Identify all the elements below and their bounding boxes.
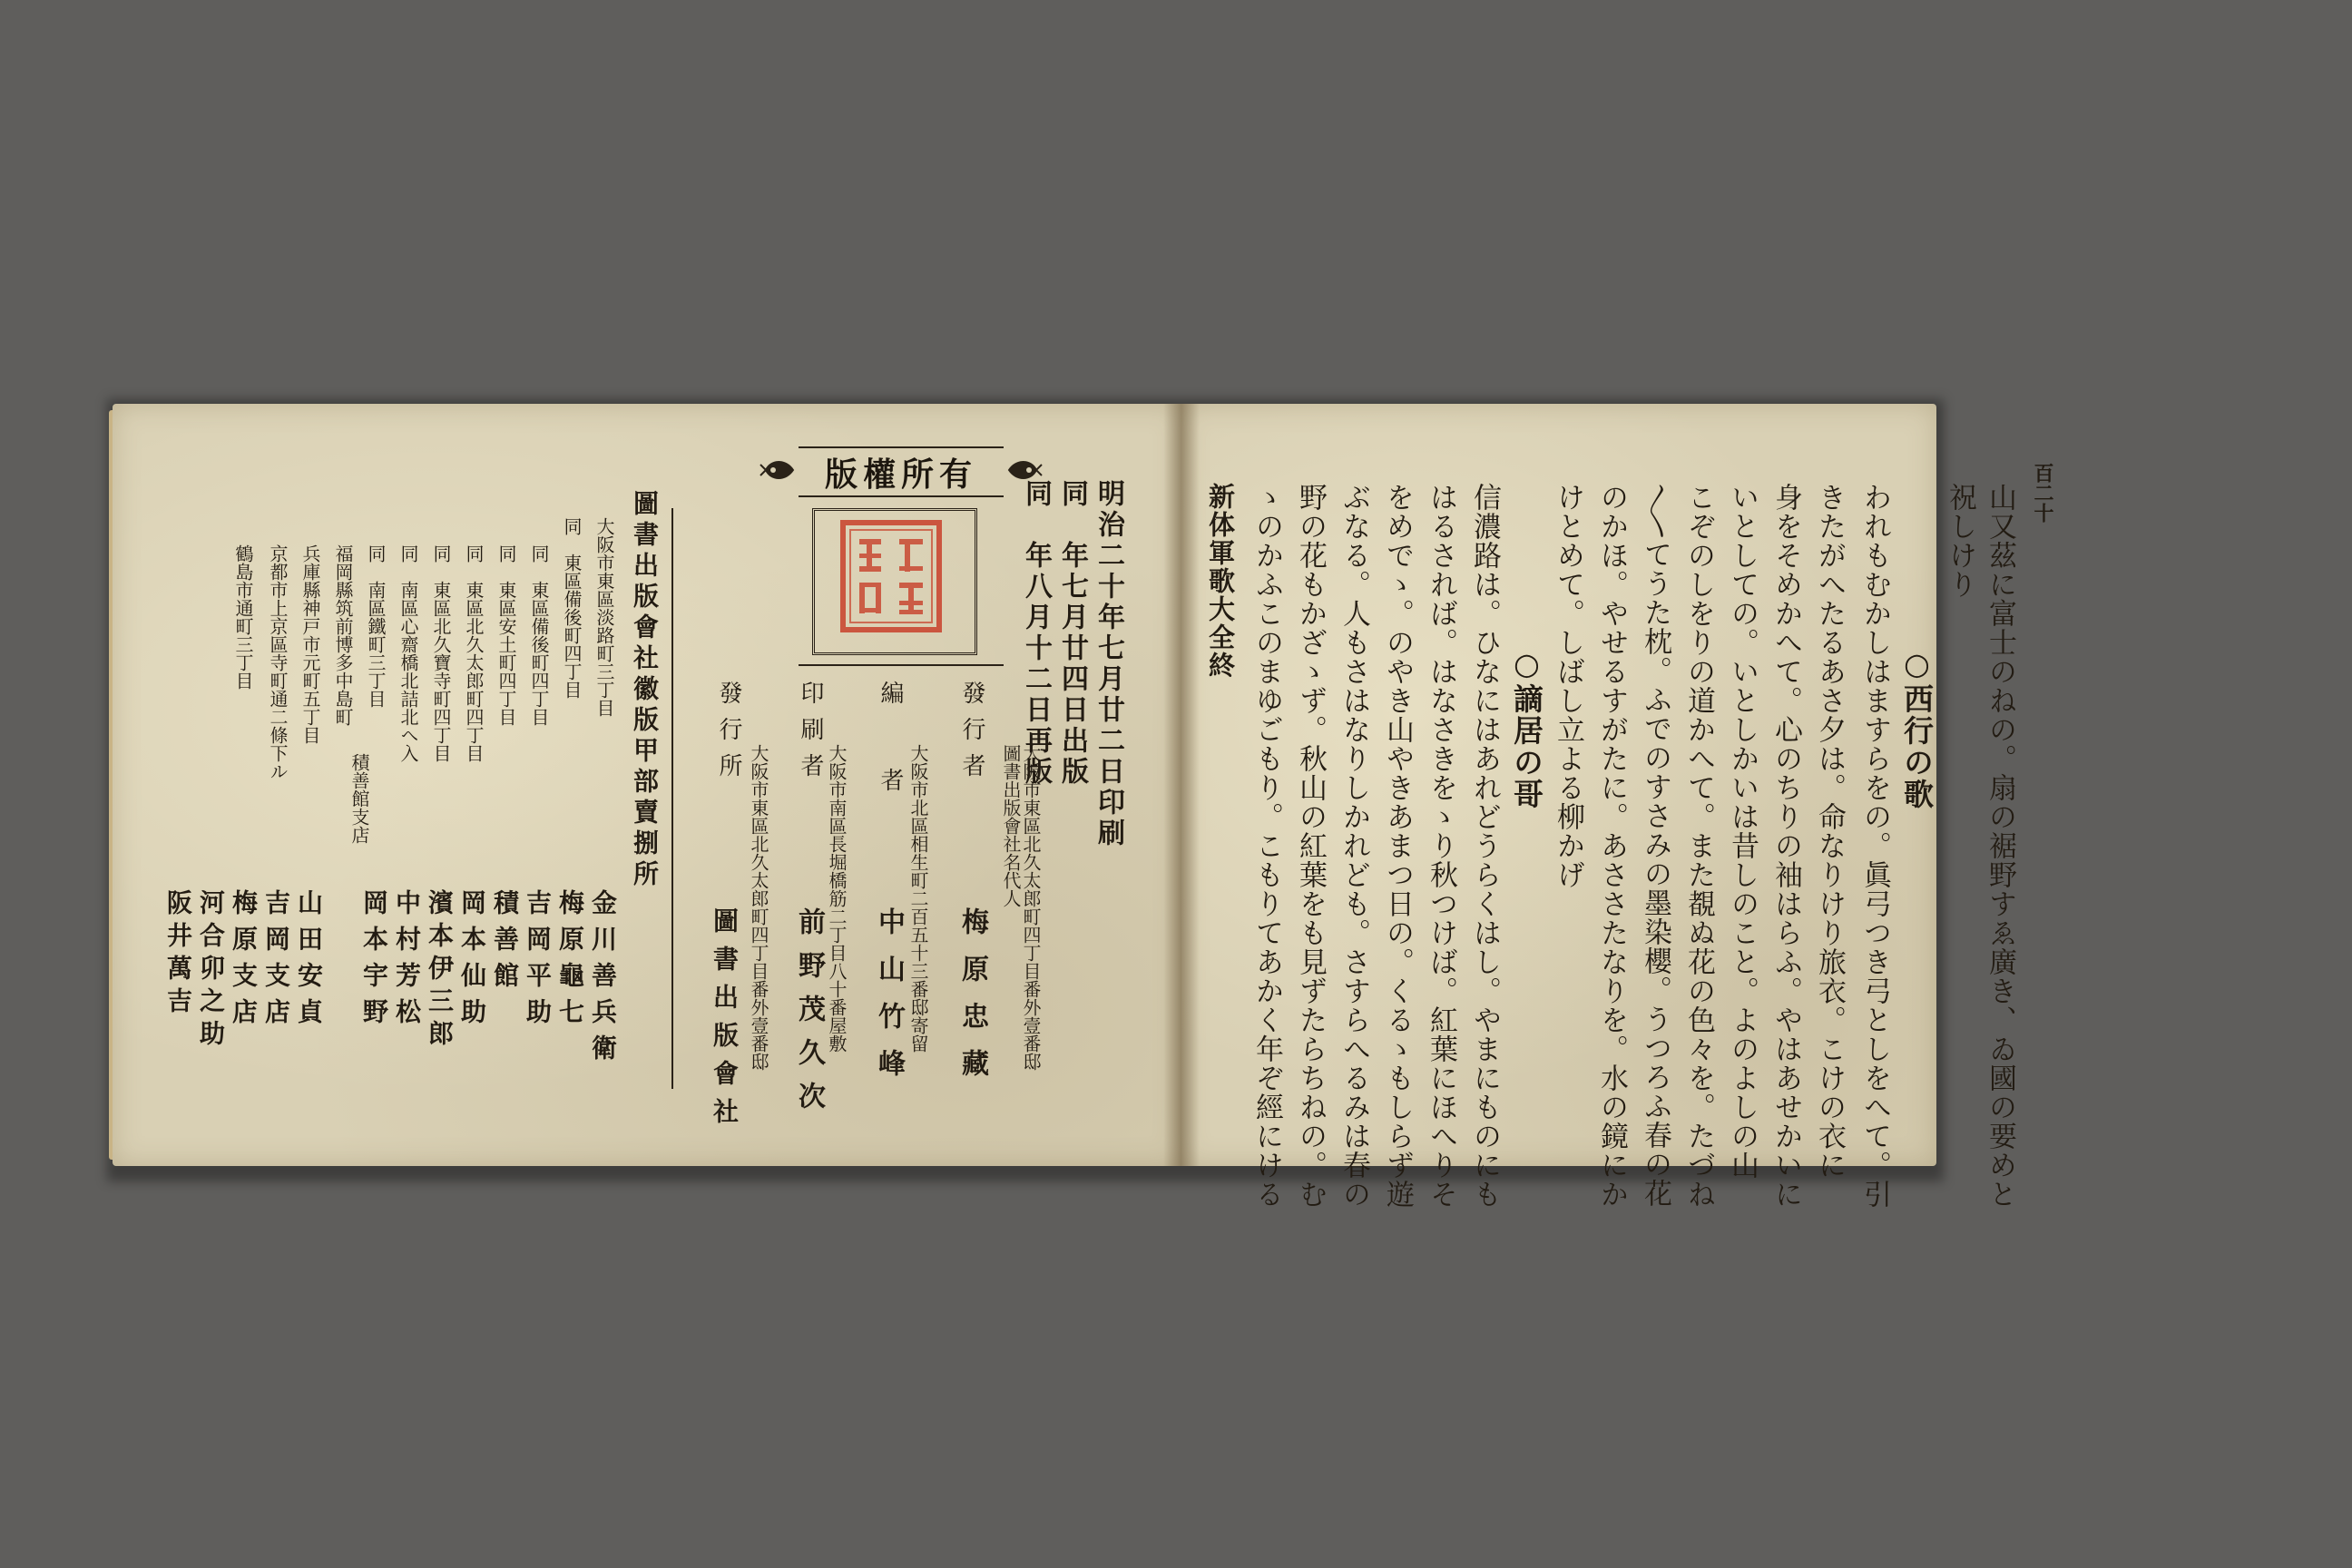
seller-name: 濱本伊三郎 [425, 889, 455, 1053]
sellers-heading: 圖書出版會社徽版甲部賣捌所 [630, 490, 660, 891]
sellers-rule [671, 508, 673, 1089]
publisher-role: 發行所 [715, 681, 742, 789]
text-column: はるされば。はなさきをゝり秋つけば。紅葉にほへりそ [1425, 483, 1457, 1209]
text-column: 祝しけり [1944, 483, 1976, 599]
editor-name: 中山竹峰 [873, 907, 905, 1096]
reprint-date: 同 年八月十二日再版 [1020, 479, 1052, 788]
text-column: のかほ。やせるすがたに。あささたなりを。水の鏡にか [1595, 483, 1628, 1209]
text-column: ゝのかふこのまゆごもり。こもりてあかく年ぞ經にける [1250, 483, 1283, 1209]
editor-role: 編者 [877, 681, 904, 855]
seller-name: 積善館支店 [348, 753, 370, 844]
seller-address: 同 東區備後町四丁目 [528, 544, 550, 726]
page-number: 百二十 [2031, 463, 2054, 523]
seller-name: 河合卯之助 [196, 889, 226, 1053]
text-column: いとしての。いとしかいは昔しのこと。よのよしの山 [1726, 483, 1759, 1180]
copyright-text: 版權所有 [824, 455, 977, 494]
text-column: けとめて。しばし立よる柳かげ [1552, 483, 1584, 889]
seller-address: 同 東區備後町四丁目 [561, 517, 583, 699]
seller-name: 梅原龜七 [555, 889, 585, 1034]
seller-address: 福岡縣筑前博多中島町 [332, 544, 354, 726]
publish-date: 同 年七月廿四日出版 [1056, 479, 1088, 788]
text-column: こぞのしをりの道かへて。また覩ぬ花の色々を。たづね [1682, 483, 1715, 1209]
copyright-banner [799, 446, 1004, 497]
printer-role: 印刷者 [797, 681, 824, 789]
section-heading: ○西行の歌 [1899, 646, 1935, 810]
text-column: ぶなる。人もさはなりしかれども。さすらへるみは春の [1338, 483, 1370, 1209]
seller-name: 山田安貞 [294, 889, 324, 1034]
seller-address: 兵庫縣神戸市元町五丁目 [299, 544, 321, 744]
issuer-name: 梅原忠藏 [956, 907, 988, 1096]
red-seal-stamp [823, 514, 959, 644]
issuer-role: 發行者 [958, 681, 985, 789]
printer-name: 前野茂久次 [793, 907, 825, 1125]
publisher-name: 圖書出版會社 [710, 907, 740, 1136]
seller-name: 中村芳松 [392, 889, 422, 1034]
seller-name: 阪井萬吉 [163, 889, 193, 1020]
seller-name: 吉岡平助 [523, 889, 553, 1034]
publisher-address: 大阪市東區北久太郎町四丁目番外壹番邸 [748, 744, 769, 1071]
seller-name: 金川善兵衛 [588, 889, 618, 1071]
seller-name: 岡本仙助 [457, 889, 487, 1034]
book-gutter [1163, 404, 1200, 1166]
text-column: 身をそめかへて。心のちりの袖はらふ。やはあせかいに [1769, 483, 1802, 1209]
text-column: 野の花もかざゝず。秋山の紅葉をも見ずたらちねの。む [1294, 483, 1327, 1209]
issuer-company: 圖書出版會社名代人 [1000, 744, 1022, 907]
seller-address: 同 東區北久寶寺町四丁目 [430, 544, 452, 762]
section-heading: ○謫居の哥 [1509, 646, 1544, 810]
seller-address: 同 南區心齋橋北詰北へ入 [397, 544, 419, 762]
printer-address: 大阪市南區長堀橋筋二丁目八十番屋敷 [826, 744, 848, 1053]
seller-name: 積善館 [490, 889, 520, 998]
text-column: 〳〵てうた枕。ふでのすさみの墨染櫻。うつろふ春の花 [1639, 483, 1671, 1208]
text-column: 山又茲に富士のねの。扇の裾野すゑ廣き、ゐ國の要めと [1984, 483, 2016, 1209]
seal-underline [799, 664, 1004, 666]
seller-address: 鶴島市通町三丁目 [232, 544, 254, 690]
seller-address: 大阪市東區淡路町三丁目 [593, 517, 615, 717]
text-column: われもむかしはますらをの。眞弓つき弓としをへて。引 [1858, 483, 1891, 1209]
ornament-left-icon [759, 452, 795, 488]
issuer-address: 大阪市東區北久太郎町四丁目番外壹番邸 [1020, 744, 1042, 1071]
seller-address: 同 東區北久太郎町四丁目 [463, 544, 485, 762]
seller-name: 岡本宇野 [359, 889, 389, 1034]
text-column: をめでゝ。のやき山やきあまつ日の。くるゝもしらず遊 [1381, 483, 1414, 1209]
seller-address: 同 東區安土町四丁目 [495, 544, 517, 726]
text-column: 信濃路は。ひなにはあれどうらくはし。やまにものにも [1468, 483, 1501, 1209]
seller-address: 同 南區鐵町三丁目 [365, 544, 387, 708]
ornament-right-icon [1007, 452, 1044, 488]
seller-name: 吉岡支店 [261, 889, 291, 1034]
seller-name: 梅原支店 [229, 889, 259, 1034]
print-date: 明治二十年七月廿二日印刷 [1093, 479, 1124, 849]
text-column: きたがへたるあさ夕は。命なりけり旅衣。こけの衣に [1813, 483, 1846, 1180]
editor-address: 大阪市北區相生町二百五十三番邸寄留 [907, 744, 929, 1053]
seller-address: 京都市上京區寺町通二條下ル [267, 544, 289, 780]
book-end-title: 新体軍歌大全終 [1205, 483, 1236, 680]
